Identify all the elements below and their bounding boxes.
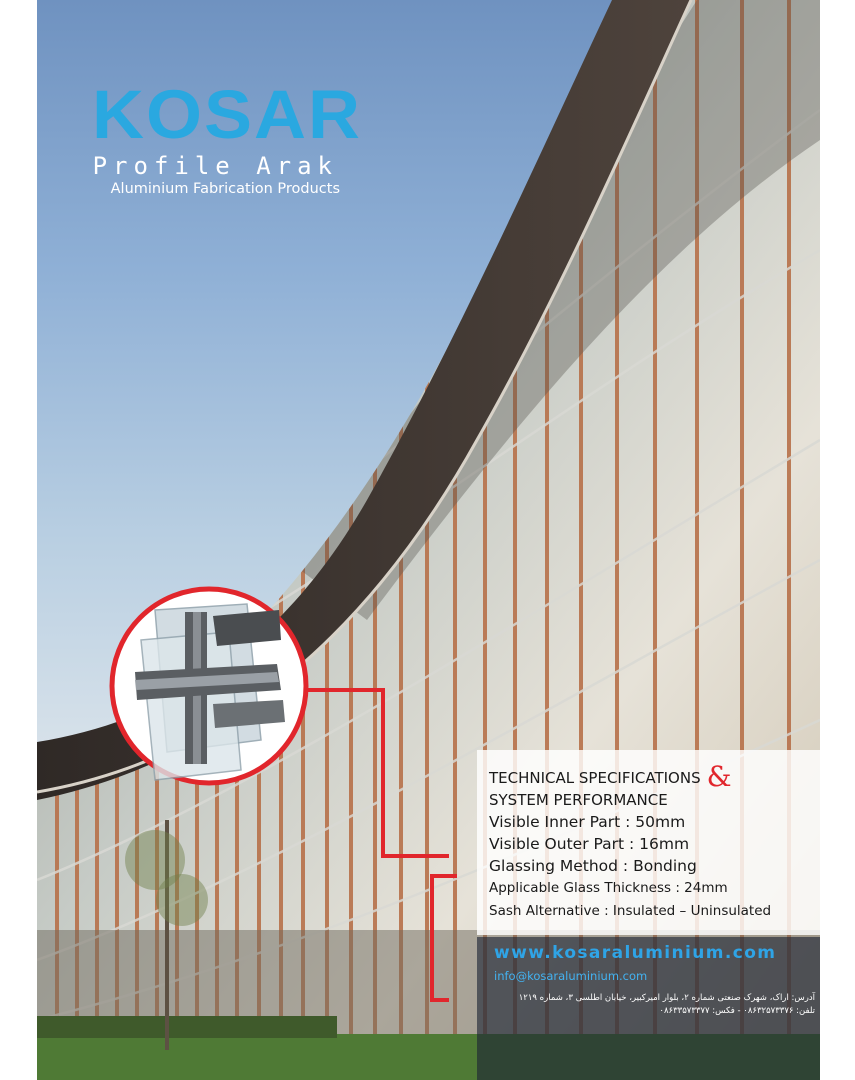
spec-item: Applicable Glass Thickness : 24mm [489, 880, 728, 896]
spec-item: Sash Alternative : Insulated – Uninsulated [489, 903, 772, 919]
curtain-wall-profile-icon [112, 589, 306, 783]
spec-item: Visible Inner Part : 50mm [489, 813, 686, 831]
website-link[interactable]: www.kosaraluminium.com [494, 943, 777, 963]
logo-wordmark: KOSAR [92, 77, 363, 153]
address-text: آدرس: اراک، شهرک صنعتی شماره ۲، بلوار امیرکبیر، خیابان اطلسی ۳، شماره ۱۲۱۹ [518, 993, 815, 1003]
spec-list [489, 760, 772, 923]
spec-heading-text: TECHNICAL SPECIFICATIONS [489, 769, 701, 787]
spec-heading-line2: SYSTEM PERFORMANCE [489, 791, 668, 809]
brand-logo [92, 77, 363, 197]
spec-item: Visible Outer Part : 16mm [489, 835, 690, 853]
ampersand: & [706, 760, 732, 793]
spec-heading-line1 [489, 760, 771, 793]
spec-item: Glassing Method : Bonding [489, 857, 697, 875]
email-link[interactable]: info@kosaraluminium.com [494, 969, 648, 983]
logo-subtitle: Profile Arak [92, 152, 338, 180]
poster [37, 0, 820, 1080]
logo-tagline: Aluminium Fabrication Products [110, 181, 340, 197]
phone-fax-text: تلفن: ۰۸۶۳۲۵۷۳۳۷۶ - فکس: ۰۸۶۳۳۵۷۳۳۷۷ [659, 1006, 815, 1016]
